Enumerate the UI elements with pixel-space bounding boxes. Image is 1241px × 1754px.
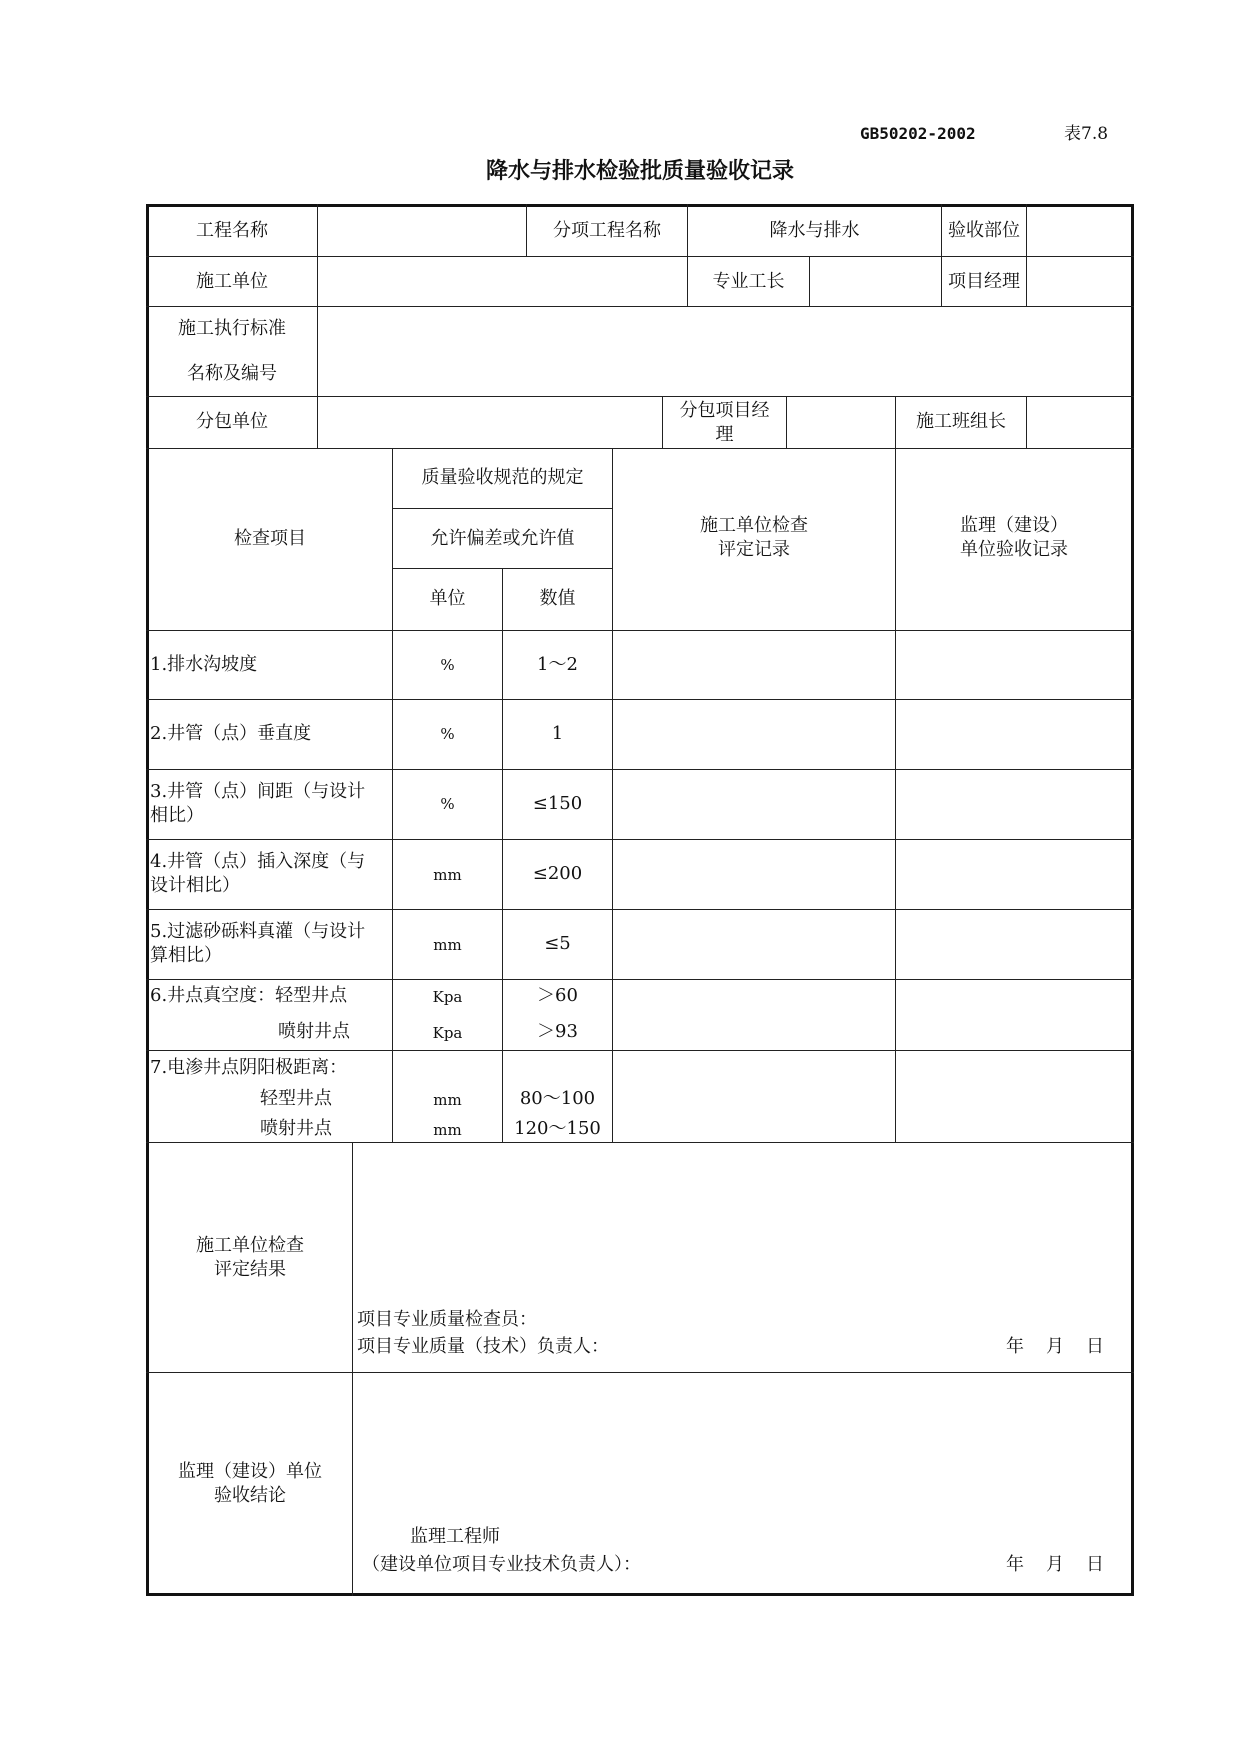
vline bbox=[317, 204, 318, 448]
contractor-record-header-line2: 评定记录 bbox=[718, 539, 790, 560]
item-6-name-line1: 6.井点真空度：轻型井点 bbox=[150, 985, 348, 1006]
item-5-unit: mm bbox=[433, 936, 462, 954]
spec-header: 质量验收规范的规定 bbox=[421, 467, 584, 488]
item-6-value-1: ＞60 bbox=[537, 985, 578, 1006]
standard-code: GB50202-2002 bbox=[860, 124, 976, 143]
item-5-name-line1: 5.过滤砂砾料真灌（与设计 bbox=[150, 921, 366, 942]
date-day: 日 bbox=[1086, 1336, 1104, 1357]
supervising-engineer-label: 监理工程师 bbox=[410, 1526, 500, 1547]
item-2-name: 2.井管（点）垂直度 bbox=[150, 723, 312, 744]
item-3-name-line2: 相比） bbox=[150, 805, 204, 826]
item-5-value: ≤5 bbox=[544, 933, 571, 954]
table-number: 表7.8 bbox=[1064, 124, 1109, 144]
vline bbox=[1026, 204, 1027, 306]
date-year: 年 bbox=[1006, 1336, 1024, 1357]
vline bbox=[1026, 396, 1027, 448]
project-manager-label: 项目经理 bbox=[948, 271, 1020, 292]
hline bbox=[146, 909, 1134, 910]
date-day: 日 bbox=[1086, 1554, 1104, 1575]
item-5-name-line2: 算相比） bbox=[150, 945, 222, 966]
item-7-value-2: 120～150 bbox=[514, 1118, 601, 1139]
hline bbox=[146, 256, 1134, 257]
page-title: 降水与排水检验批质量验收记录 bbox=[485, 159, 794, 184]
item-3-name-line1: 3.井管（点）间距（与设计 bbox=[150, 781, 366, 802]
item-1-value: 1～2 bbox=[537, 654, 578, 675]
hline bbox=[146, 1050, 1134, 1051]
hline bbox=[392, 508, 612, 509]
vline bbox=[809, 256, 810, 306]
construction-unit-label: 施工单位 bbox=[196, 271, 268, 292]
standard-label-line2: 名称及编号 bbox=[187, 363, 277, 384]
vline bbox=[786, 396, 787, 448]
item-6-unit-2: Kpa bbox=[432, 1024, 463, 1042]
hline bbox=[146, 448, 1134, 449]
item-6-value-2: ＞93 bbox=[537, 1021, 578, 1042]
item-6-unit-1: Kpa bbox=[432, 988, 463, 1006]
hline bbox=[146, 1142, 1134, 1143]
owner-representative-label: （建设单位项目专业技术负责人）： bbox=[362, 1554, 641, 1575]
item-2-value: 1 bbox=[551, 723, 564, 744]
vline bbox=[352, 1142, 353, 1596]
unit-header: 单位 bbox=[429, 588, 466, 609]
supervisor-result-label-line2: 验收结论 bbox=[214, 1485, 286, 1506]
check-item-header: 检查项目 bbox=[234, 528, 306, 549]
hline bbox=[146, 979, 1134, 980]
hline bbox=[146, 839, 1134, 840]
item-6-name-line2: 喷射井点 bbox=[278, 1021, 350, 1042]
item-7-name-line3: 喷射井点 bbox=[260, 1118, 332, 1139]
item-4-value: ≤200 bbox=[532, 863, 583, 884]
hline bbox=[146, 396, 1134, 397]
team-leader-label: 施工班组长 bbox=[916, 411, 1006, 432]
item-7-name-line1: 7.电渗井点阴阳极距离： bbox=[150, 1057, 348, 1078]
sub-manager-label-line1: 分包项目经 bbox=[679, 400, 770, 421]
hline bbox=[146, 630, 1134, 631]
item-7-unit-2: mm bbox=[433, 1121, 462, 1139]
hline bbox=[146, 306, 1134, 307]
sub-project-label: 分项工程名称 bbox=[553, 220, 661, 241]
item-2-unit: % bbox=[440, 725, 455, 743]
contractor-record-header-line1: 施工单位检查 bbox=[700, 515, 808, 536]
date-month: 月 bbox=[1046, 1336, 1064, 1357]
contractor-result-label-line1: 施工单位检查 bbox=[196, 1235, 304, 1256]
project-name-label: 工程名称 bbox=[196, 220, 268, 241]
sub-manager-label-line2: 理 bbox=[715, 424, 734, 445]
hline bbox=[146, 769, 1134, 770]
acceptance-part-label: 验收部位 bbox=[948, 220, 1020, 241]
item-4-name-line2: 设计相比） bbox=[150, 875, 240, 896]
item-1-unit: % bbox=[440, 656, 455, 674]
item-3-unit: % bbox=[440, 795, 455, 813]
date-month: 月 bbox=[1046, 1554, 1064, 1575]
item-7-unit-1: mm bbox=[433, 1091, 462, 1109]
supervisor-record-header-line1: 监理（建设） bbox=[960, 515, 1068, 536]
hline bbox=[146, 699, 1134, 700]
hline bbox=[146, 1372, 1134, 1373]
value-header: 数值 bbox=[539, 588, 576, 609]
standard-label-line1: 施工执行标准 bbox=[178, 318, 286, 339]
supervisor-result-label-line1: 监理（建设）单位 bbox=[178, 1461, 322, 1482]
item-4-name-line1: 4.井管（点）插入深度（与 bbox=[150, 851, 366, 872]
tolerance-header: 允许偏差或允许值 bbox=[430, 528, 575, 549]
supervisor-record-header-line2: 单位验收记录 bbox=[960, 539, 1068, 560]
item-3-value: ≤150 bbox=[532, 793, 583, 814]
contractor-result-label-line2: 评定结果 bbox=[214, 1259, 286, 1280]
item-7-value-1: 80～100 bbox=[519, 1088, 596, 1109]
date-year: 年 bbox=[1006, 1554, 1024, 1575]
item-7-name-line2: 轻型井点 bbox=[260, 1088, 332, 1109]
quality-inspector-label: 项目专业质量检查员： bbox=[357, 1309, 537, 1330]
sub-project-value: 降水与排水 bbox=[769, 220, 860, 241]
item-4-unit: mm bbox=[433, 866, 462, 884]
item-1-name: 1.排水沟坡度 bbox=[150, 654, 258, 675]
quality-responsible-label: 项目专业质量（技术）负责人： bbox=[357, 1336, 609, 1357]
subcontractor-label: 分包单位 bbox=[196, 411, 268, 432]
foreman-label: 专业工长 bbox=[712, 271, 785, 292]
